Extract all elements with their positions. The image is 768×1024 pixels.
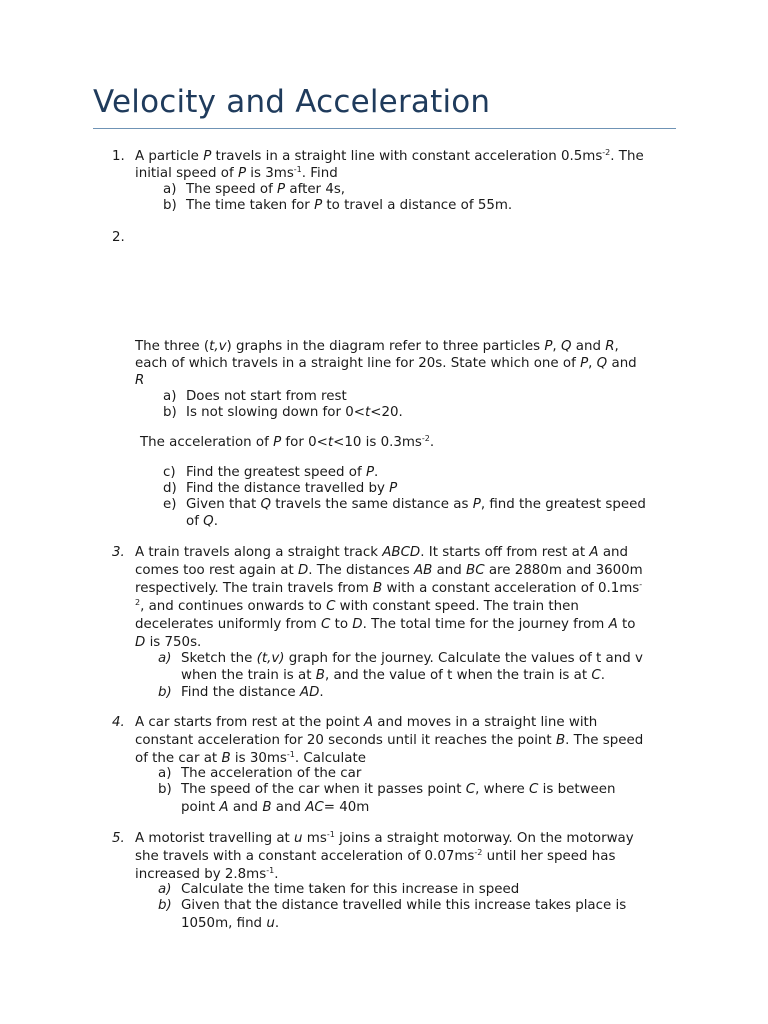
- q2-number: 2.: [112, 230, 125, 245]
- q3-line-1: A train travels along a straight track ABCD. It starts off from rest at A and: [135, 545, 629, 560]
- q5-part-a: Calculate the time taken for this increase in speed: [181, 882, 520, 897]
- q5-line-1: A motorist travelling at u $ms^{-1}$ joins a straight motorway. On the motorway: [135, 830, 634, 846]
- q2-part-b: Is not slowing down for 0<t<20.: [186, 405, 403, 420]
- q2-part-e-label: e): [163, 497, 177, 512]
- q1-part-b-label: b): [163, 198, 177, 213]
- q4-part-a-label: a): [158, 766, 172, 781]
- q4-part-b-line-1: The speed of the car when it passes point C, where C is between: [181, 782, 616, 797]
- q2-part-d-label: d): [163, 481, 177, 496]
- q1-part-b: The time taken for P to travel a distance of 55m.: [186, 198, 513, 213]
- q2-part-b-label: b): [163, 405, 177, 420]
- q5-part-b-line-1: Given that the distance travelled while this increase takes place is: [181, 898, 627, 913]
- q4-number: 4.: [112, 715, 125, 730]
- q3-part-a-line-2: when the train is at B, and the value of t when the train is at C.: [181, 668, 606, 683]
- q3-line-6: D is 750s.: [135, 635, 202, 650]
- q5-number: 5.: [112, 831, 125, 846]
- q1-part-a-label: a): [163, 182, 177, 197]
- q4-part-b-line-2: point A and B and AC= 40m: [181, 800, 370, 815]
- q1-number: 1.: [112, 149, 125, 164]
- q3-line-5: decelerates uniformly from C to D. The total time for the journey from A to: [135, 617, 636, 632]
- q4-part-b-label: b): [158, 782, 172, 797]
- q3-part-a-line-1: Sketch the (t,v) graph for the journey. Calculate the values of t and v: [181, 651, 643, 666]
- q2-intro-line-3: R: [135, 373, 145, 388]
- q3-line-4: $^2$, and continues onwards to C with constant speed. The train then: [135, 598, 579, 614]
- q5-part-a-label: a): [158, 882, 172, 897]
- q3-line-2: comes too rest again at D. The distances AB and BC are 2880m and 3600m: [135, 563, 643, 578]
- q1-line-2: initial speed of P is $3ms^{-1}$. Find: [135, 165, 338, 181]
- q3-part-a-label: a): [158, 651, 172, 666]
- q2-part-d: Find the distance travelled by P: [186, 481, 398, 496]
- title-divider: [93, 128, 676, 129]
- q1-part-a: The speed of P after 4s,: [186, 182, 346, 197]
- q4-part-a: The acceleration of the car: [181, 766, 362, 781]
- q2-intro-line-2: each of which travels in a straight line for 20s. State which one of P, Q and: [135, 356, 637, 371]
- q2-part-c: Find the greatest speed of P.: [186, 465, 379, 480]
- q4-line-2: constant acceleration for 20 seconds until it reaches the point B. The speed: [135, 733, 644, 748]
- q5-line-3: increased by $2.8ms^{-1}$.: [135, 866, 279, 882]
- q3-part-b: Find the distance AD.: [181, 685, 324, 700]
- q5-part-b-label: b): [158, 898, 172, 913]
- page-title: Velocity and Acceleration: [93, 84, 491, 120]
- q2-part-a: Does not start from rest: [186, 389, 347, 404]
- q5-part-b-line-2: 1050m, find u.: [181, 916, 280, 931]
- q3-line-3: respectively. The train travels from B with a constant acceleration of 0.1ms-: [135, 580, 643, 596]
- q1-line-1: A particle P travels in a straight line with constant acceleration $0.5ms^{-2}$. The: [135, 148, 644, 164]
- q5-line-2: she travels with a constant acceleration of $0.07ms^{-2}$ until her speed has: [135, 848, 616, 864]
- q2-part-e-line-1: Given that Q travels the same distance as P, find the greatest speed: [186, 497, 646, 512]
- q2-part-c-label: c): [163, 465, 176, 480]
- q3-part-b-label: b): [158, 685, 172, 700]
- q4-line-3: of the car at B is $30ms^{-1}$. Calculate: [135, 750, 366, 766]
- q2-acceleration-note: The acceleration of P for 0<t<10 is $0.3ms^{-2}$.: [140, 434, 435, 450]
- q2-part-e-line-2: of Q.: [186, 514, 218, 529]
- q4-line-1: A car starts from rest at the point A and moves in a straight line with: [135, 715, 598, 730]
- q2-part-a-label: a): [163, 389, 177, 404]
- q3-number: 3.: [112, 545, 125, 560]
- q2-intro-line-1: The three (t,v) graphs in the diagram refer to three particles P, Q and R,: [135, 339, 619, 354]
